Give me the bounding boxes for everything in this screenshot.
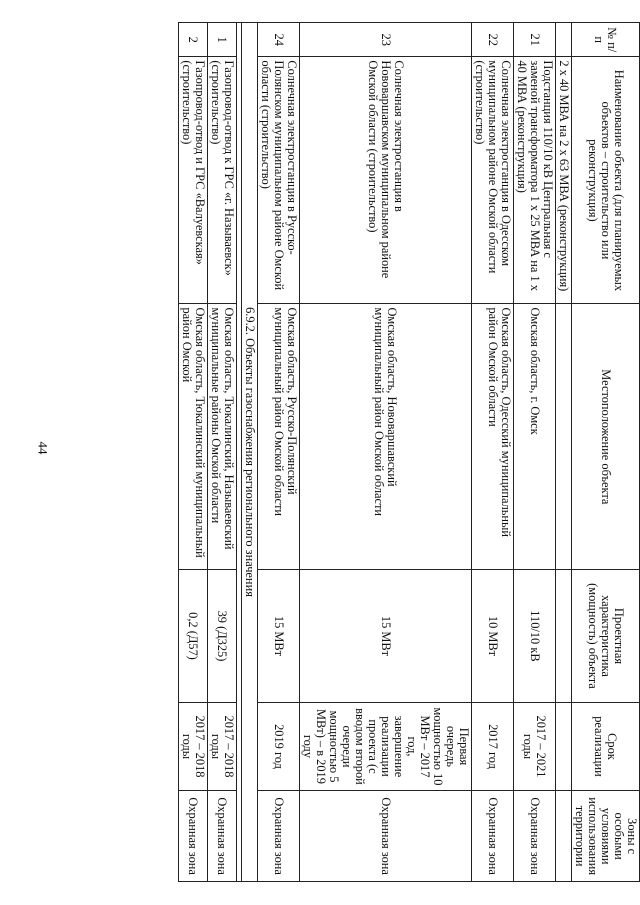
cell-no: 21 [514,23,556,57]
table-row [472,23,514,882]
cell-capacity [556,570,572,702]
header-no: № п/п [572,23,640,57]
cell-location: Омская область, Одесский муниципальный район Омской области [472,304,514,570]
cell-location: Омская область, г. Омск [514,304,556,570]
cell-location: Омская область, Русско-Полянский муниципальный район Омской области [258,304,300,570]
cell-term: 2017 – 2018 годы [208,702,237,791]
cell-location: Омская область, Тюкалинский, Называевский муниципальные районы Омской области [208,304,237,570]
cell-no: 23 [300,23,472,57]
table-row [208,23,237,882]
cell-name: Солнечная электростанция в Русско-Полянском муниципальном районе Омской области (строительство) [258,57,300,304]
cell-zone: Охранная зона [514,791,556,882]
table-row [514,23,556,882]
cell-no: 1 [208,23,237,57]
cell-capacity: 15 МВт [258,570,300,702]
header-term: Срок реализации [572,702,640,791]
section-divider [237,23,242,882]
cell-term: 2017 год [472,702,514,791]
rotated-table-sheet [118,0,640,905]
cell-name: Газопровод-отвод к ГРС «г. Называевск» (строительство) [208,57,237,304]
cell-zone: Охранная зона [208,791,237,882]
table-row [258,23,300,882]
cell-capacity: 15 МВт [300,570,472,702]
cell-location: Омская область, Тюкалинский муниципальный район Омской [179,304,208,570]
cell-name: Солнечная электростанция в Одесском муниципальном районе Омской области (строительство) [472,57,514,304]
cell-capacity: 10 МВт [472,570,514,702]
header-capacity: Проектная характеристика (мощность) объекта [572,570,640,702]
cell-term [556,702,572,791]
cell-zone: Охранная зона [258,791,300,882]
section-title: 6.9.2. Объекты газоснабжения регионального значения [242,23,258,882]
cell-location [556,304,572,570]
cell-capacity: 110/10 кВ [514,570,556,702]
table-row [300,23,472,882]
cell-name: 2 х 40 МВА на 2 х 63 МВА (реконструкция) [556,57,572,304]
section-row [242,23,258,882]
cell-no [556,23,572,57]
cell-capacity: 39 (Д325) [208,570,237,702]
cell-name: Подстанция 110/10 кВ Центральная с заменой трансформатора 1 х 25 МВА на 1 х 40 МВА (реконструкция) [514,57,556,304]
cell-capacity: 0,2 (Д57) [179,570,208,702]
table-row [179,23,208,882]
header-location: Местоположение объекта [572,304,640,570]
cell-location: Омская область, Нововаршавский муниципальный район Омской области [300,304,472,570]
cell-term: 2019 год [258,702,300,791]
cell-zone [556,791,572,882]
header-name: Наименование объекта (для планируемых объектов – строительство или реконструкция) [572,57,640,304]
table-row [556,23,572,882]
cell-zone: Охранная зона [472,791,514,882]
cell-term: 2017 – 2018 годы [179,702,208,791]
table-header-row [572,23,640,882]
cell-term: Первая очередь мощностью 10 МВт – 2017 год, завершение реализации проекта (с вводом второй очереди мощностью 5 МВт) – в 2019 году [300,702,472,791]
cell-no: 24 [258,23,300,57]
cell-name: Солнечная электростанция в Нововаршавском муниципальном районе Омской области (строительство) [300,57,472,304]
cell-term: 2017 – 2021 годы [514,702,556,791]
objects-table [178,22,640,882]
cell-no: 22 [472,23,514,57]
page-number: 44 [35,441,51,455]
cell-zone: Охранная зона [179,791,208,882]
cell-name: Газопровод-отвод и ГРС «Валуевская» (строительство) [179,57,208,304]
cell-zone: Охранная зона [300,791,472,882]
cell-no: 2 [179,23,208,57]
header-zones: Зоны с особыми условиями использования территории [572,791,640,882]
